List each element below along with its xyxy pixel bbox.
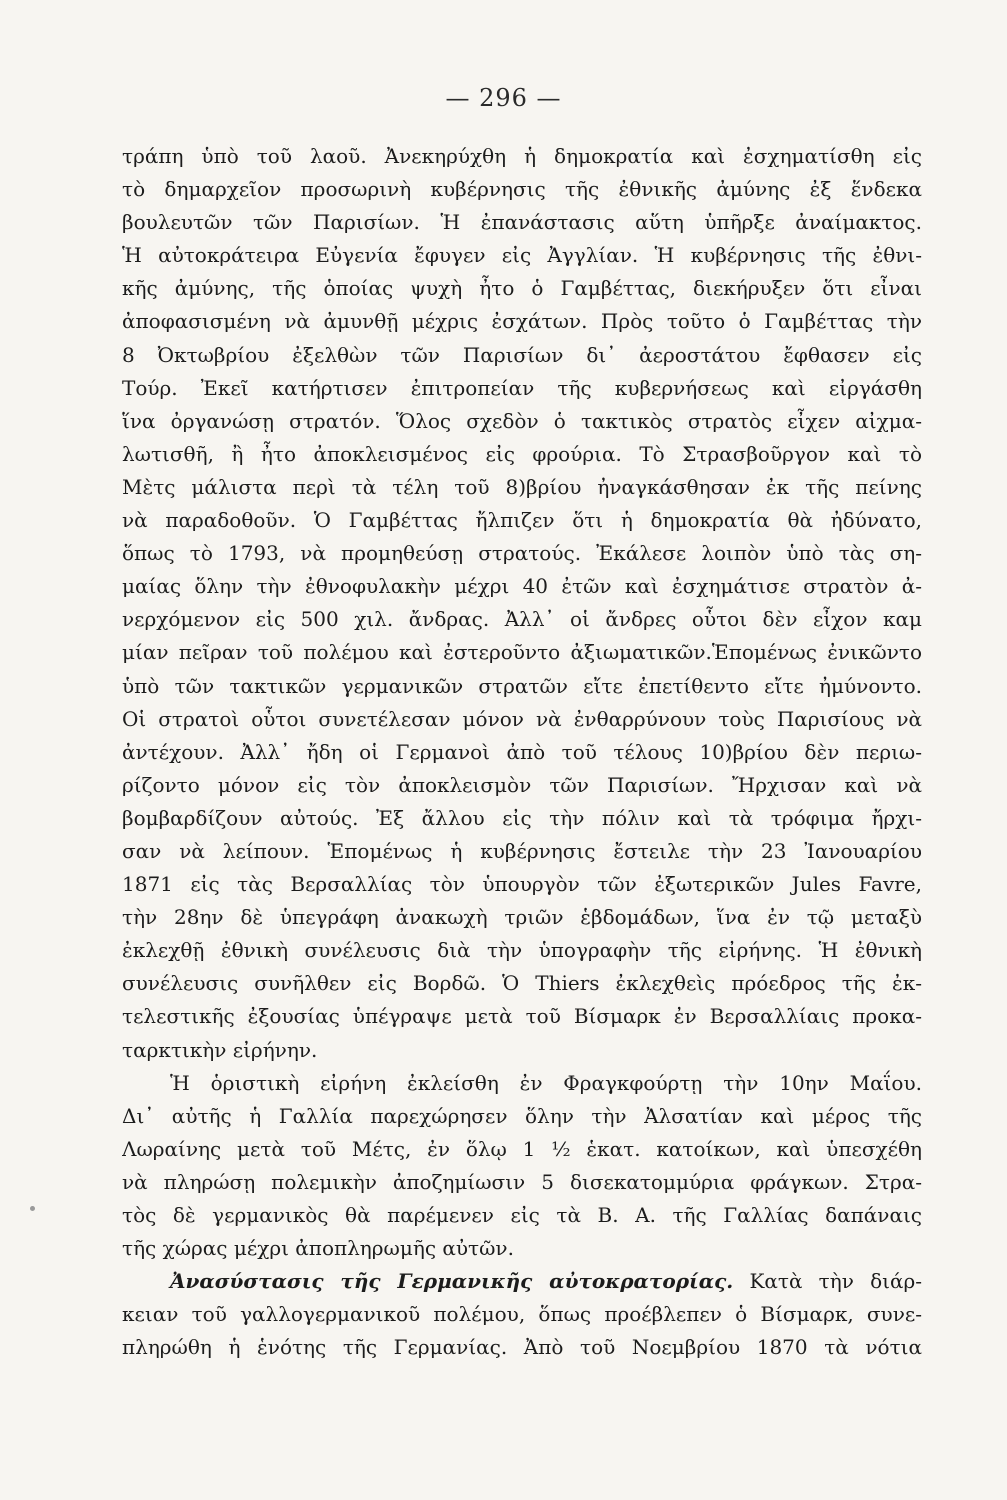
text-line: 8 Ὀκτωβρίου ἐξελθὼν τῶν Παρισίων δι᾽ ἀεροστάτου ἔφθασεν εἰς [122,342,922,367]
text-line: τὴν 28ην δὲ ὑπεγράφη ἀνακωχὴ τριῶν ἑβδομάδων, ἵνα ἐν τῷ μεταξὺ [122,905,922,930]
text-line: Μὲτς μάλιστα περὶ τὰ τέλη τοῦ 8)βρίου ἠναγκάσθησαν ἐκ τῆς πείνης [122,474,922,499]
text-line: ἀποφασισμένη νὰ ἀμυνθῇ μέχρις ἐσχάτων. Πρὸς τοῦτο ὁ Γαμβέττας τὴν [122,309,922,334]
text-line: μίαν πεῖραν τοῦ πολέμου καὶ ἐστεροῦντο ἀξιωματικῶν.Ἑπομένως ἐνικῶντο [122,640,922,665]
section-heading: Ἀνασύστασις τῆς Γερμανικῆς αὐτοκρατορίας. [170,1269,734,1294]
text-line: πληρώθη ἡ ἑνότης τῆς Γερμανίας. Ἀπὸ τοῦ Νοεμβρίου 1870 τὰ νότια [122,1335,922,1360]
text-line: ἀντέχουν. Ἀλλ᾽ ἤδη οἱ Γερμανοὶ ἀπὸ τοῦ τέλους 10)βρίου δὲν περιω- [122,739,922,764]
text-line: νὰ παραδοθοῦν. Ὁ Γαμβέττας ἤλπιζεν ὅτι ἡ δημοκρατία θὰ ἠδύνατο, [122,508,922,533]
text-line: βομβαρδίζουν αὐτούς. Ἐξ ἄλλου εἰς τὴν πόλιν καὶ τὰ τρόφιμα ἤρχι- [122,805,922,830]
text-line: συνέλευσις συνῆλθεν εἰς Βορδῶ. Ὁ Thiers ἐκλεχθεὶς πρόεδρος τῆς ἐκ- [122,971,922,996]
text-line: ἵνα ὀργανώσῃ στρατόν. Ὅλος σχεδὸν ὁ τακτικὸς στρατὸς εἶχεν αἰχμα- [122,408,922,433]
text-line: μαίας ὅλην τὴν ἐθνοφυλακὴν μέχρι 40 ἐτῶν καὶ ἐσχημάτισε στρατὸν ἀ- [122,574,922,599]
text-line: ὅπως τὸ 1793, νὰ προμηθεύσῃ στρατούς. Ἐκάλεσε λοιπὸν ὑπὸ τὰς ση- [122,541,922,566]
text-line: 1871 εἰς τὰς Βερσαλλίας τὸν ὑπουργὸν τῶν ἐξωτερικῶν Jules Favre, [122,872,922,897]
text-line: Ἡ ὁριστικὴ εἰρήνη ἐκλείσθη ἐν Φραγκφούρτῃ τὴν 10ην Μαΐου. [170,1070,922,1095]
text-line: τῆς χώρας μέχρι ἀποπληρωμῆς αὐτῶν. [122,1236,514,1261]
text-line: Ἡ αὐτοκράτειρα Εὐγενία ἔφυγεν εἰς Ἀγγλίαν. Ἡ κυβέρνησις τῆς ἐθνι- [122,243,922,268]
text-line: τὸς δὲ γερμανικὸς θὰ παρέμενεν εἰς τὰ Β. Α. τῆς Γαλλίας δαπάναις [122,1203,922,1227]
section-heading-line [122,1265,922,1298]
text-line: νὰ πληρώσῃ πολεμικὴν ἀποζημίωσιν 5 δισεκατομμύρια φράγκων. Στρα- [122,1169,922,1194]
text-line: ταρκτικὴν εἰρήνην. [122,1037,318,1062]
text-line: ὑπὸ τῶν τακτικῶν γερμανικῶν στρατῶν εἴτε ἐπετίθεντο εἴτε ἠμύνοντο. [122,673,922,698]
text-line: νερχόμενον εἰς 500 χιλ. ἄνδρας. Ἀλλ᾽ οἱ ἄνδρες οὗτοι δὲν εἶχον καμ [122,607,922,632]
text-line: Οἱ στρατοὶ οὗτοι συνετέλεσαν μόνον νὰ ἐνθαρρύνουν τοὺς Παρισίους νὰ [122,706,922,731]
text-line: Τούρ. Ἐκεῖ κατήρτισεν ἐπιτροπείαν τῆς κυβερνήσεως καὶ εἰργάσθη [122,375,922,400]
text-line: λωτισθῆ, ἢ ἦτο ἀποκλεισμένος εἰς φρούρια. Τὸ Στρασβοῦργον καὶ τὸ [122,441,922,466]
text-line: ἐκλεχθῇ ἐθνικὴ συνέλευσις διὰ τὴν ὑπογραφὴν τῆς εἰρήνης. Ἡ ἐθνικὴ [122,938,922,963]
text-line: ρίζοντο μόνον εἰς τὸν ἀποκλεισμὸν τῶν Παρισίων. Ἤρχισαν καὶ νὰ [122,772,922,797]
page-number: — 296 — [445,84,562,112]
text-line: κῆς ἀμύνης, τῆς ὁποίας ψυχὴ ἦτο ὁ Γαμβέττας, διεκήρυξεν ὅτι εἶναι [122,276,922,301]
paper-speck [30,1206,35,1211]
text-line: τελεστικῆς ἐξουσίας ὑπέγραψε μετὰ τοῦ Βίσμαρκ ἐν Βερσαλλίαις προκα- [122,1004,922,1029]
text-line: Δι᾽ αὐτῆς ἡ Γαλλία παρεχώρησεν ὅλην τὴν Ἀλσατίαν καὶ μέρος τῆς [122,1103,922,1128]
text-line: κειαν τοῦ γαλλογερμανικοῦ πολέμου, ὅπως προέβλεπεν ὁ Βίσμαρκ, συνε- [122,1302,922,1327]
page-text [122,140,922,1364]
section-heading-continuation: Κατὰ τὴν διάρ- [733,1269,922,1294]
text-line: τὸ δημαρχεῖον προσωρινὴ κυβέρνησις τῆς ἐθνικῆς ἀμύνης ἐξ ἕνδεκα [122,177,922,202]
text-line: σαν νὰ λείπουν. Ἑπομένως ἡ κυβέρνησις ἔστειλε τὴν 23 Ἰανουαρίου [122,838,922,863]
text-line: βουλευτῶν τῶν Παρισίων. Ἡ ἐπανάστασις αὕτη ὑπῆρξε ἀναίμακτος. [122,210,922,235]
text-line: Λωραίνης μετὰ τοῦ Μέτς, ἐν ὅλῳ 1 ½ ἑκατ. κατοίκων, καὶ ὑπεσχέθη [122,1136,922,1161]
text-line: τράπη ὑπὸ τοῦ λαοῦ. Ἀνεκηρύχθη ἡ δημοκρατία καὶ ἐσχηματίσθη εἰς [122,144,922,168]
